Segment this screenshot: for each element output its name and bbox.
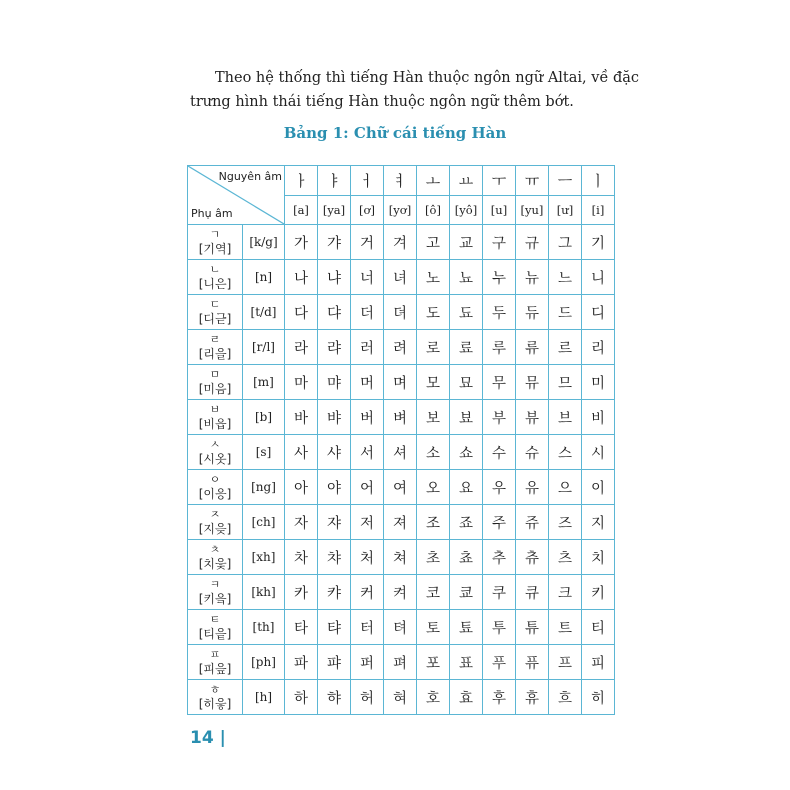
vowel-romanization-cell: [i] — [582, 195, 615, 225]
syllable-cell: 셔 — [384, 435, 417, 470]
syllable-cell: 펴 — [384, 645, 417, 680]
vowel-romanization-cell: [yu] — [516, 195, 549, 225]
syllable-cell: 랴 — [318, 330, 351, 365]
syllable-cell: 탸 — [318, 610, 351, 645]
syllable-cell: 뎌 — [384, 295, 417, 330]
syllable-cell: 교 — [450, 225, 483, 260]
syllable-cell: 모 — [417, 365, 450, 400]
syllable-cell: 두 — [483, 295, 516, 330]
syllable-cell: 루 — [483, 330, 516, 365]
syllable-cell: 벼 — [384, 400, 417, 435]
vowel-romanization-cell: [a] — [285, 195, 318, 225]
syllable-cell: 포 — [417, 645, 450, 680]
vowel-jamo-cell: ㅣ — [582, 166, 615, 196]
syllable-cell: 표 — [450, 645, 483, 680]
consonant-name-cell — [188, 260, 243, 295]
syllable-cell: 아 — [285, 470, 318, 505]
vowel-jamo-cell: ㅗ — [417, 166, 450, 196]
consonant-name-cell — [188, 400, 243, 435]
syllable-cell: 니 — [582, 260, 615, 295]
syllable-cell: 쇼 — [450, 435, 483, 470]
consonant-jamo: ㄹ — [209, 333, 221, 346]
syllable-cell: 려 — [384, 330, 417, 365]
syllable-cell: 비 — [582, 400, 615, 435]
syllable-cell: 오 — [417, 470, 450, 505]
vowel-romanization-cell: [ya] — [318, 195, 351, 225]
consonant-name: [디귿] — [198, 312, 232, 326]
syllable-cell: 보 — [417, 400, 450, 435]
syllable-cell: 푸 — [483, 645, 516, 680]
syllable-cell: 가 — [285, 225, 318, 260]
consonant-name-cell — [188, 505, 243, 540]
syllable-cell: 터 — [351, 610, 384, 645]
syllable-cell: 저 — [351, 505, 384, 540]
syllable-cell: 댜 — [318, 295, 351, 330]
syllable-cell: 됴 — [450, 295, 483, 330]
consonant-name-cell — [188, 295, 243, 330]
syllable-cell: 미 — [582, 365, 615, 400]
syllable-cell: 디 — [582, 295, 615, 330]
syllable-cell: 샤 — [318, 435, 351, 470]
syllable-cell: 수 — [483, 435, 516, 470]
consonant-name: [지읒] — [198, 522, 232, 536]
syllable-cell: 우 — [483, 470, 516, 505]
consonant-jamo: ㅅ — [209, 438, 221, 451]
syllable-cell: 이 — [582, 470, 615, 505]
syllable-cell: 리 — [582, 330, 615, 365]
consonant-jamo: ㅍ — [209, 648, 221, 661]
vowel-jamo-cell: ㅏ — [285, 166, 318, 196]
syllable-cell: 뮤 — [516, 365, 549, 400]
syllable-cell: 듀 — [516, 295, 549, 330]
consonant-row — [188, 225, 615, 260]
syllable-cell: 노 — [417, 260, 450, 295]
syllable-cell: 갸 — [318, 225, 351, 260]
syllable-cell: 냐 — [318, 260, 351, 295]
syllable-cell: 뵤 — [450, 400, 483, 435]
syllable-cell: 슈 — [516, 435, 549, 470]
consonant-jamo: ㄴ — [209, 263, 221, 276]
syllable-cell: 티 — [582, 610, 615, 645]
table-caption: Bảng 1: Chữ cái tiếng Hàn — [283, 124, 507, 142]
consonant-jamo: ㅈ — [209, 508, 221, 521]
consonant-romanization-cell: [b] — [243, 400, 285, 435]
vowel-romanization-cell: [yơ] — [384, 195, 417, 225]
consonant-row — [188, 540, 615, 575]
syllable-cell: 규 — [516, 225, 549, 260]
syllable-cell: 코 — [417, 575, 450, 610]
consonant-name: [미음] — [198, 382, 232, 396]
vowel-romanization-cell: [ư] — [549, 195, 582, 225]
consonant-romanization-cell: [h] — [243, 680, 285, 715]
syllable-cell: 피 — [582, 645, 615, 680]
syllable-cell: 소 — [417, 435, 450, 470]
syllable-cell: 누 — [483, 260, 516, 295]
vowel-jamo-cell: ㅜ — [483, 166, 516, 196]
syllable-cell: 머 — [351, 365, 384, 400]
syllable-cell: 바 — [285, 400, 318, 435]
syllable-cell: 쥬 — [516, 505, 549, 540]
consonant-row — [188, 505, 615, 540]
syllable-cell: 나 — [285, 260, 318, 295]
syllable-cell: 부 — [483, 400, 516, 435]
syllable-cell: 녀 — [384, 260, 417, 295]
syllable-cell: 겨 — [384, 225, 417, 260]
consonant-romanization-cell: [s] — [243, 435, 285, 470]
consonant-name: [비읍] — [198, 417, 232, 431]
syllable-cell: 키 — [582, 575, 615, 610]
syllable-cell: 도 — [417, 295, 450, 330]
consonant-name: [시옷] — [198, 452, 232, 466]
syllable-cell: 커 — [351, 575, 384, 610]
consonant-row — [188, 645, 615, 680]
consonant-jamo: ㅎ — [209, 683, 221, 696]
syllable-cell: 차 — [285, 540, 318, 575]
syllable-cell: 하 — [285, 680, 318, 715]
syllable-cell: 므 — [549, 365, 582, 400]
consonant-name: [히읗] — [198, 697, 232, 711]
consonant-name: [기역] — [198, 242, 232, 256]
syllable-cell: 쿄 — [450, 575, 483, 610]
syllable-cell: 스 — [549, 435, 582, 470]
consonant-row — [188, 400, 615, 435]
syllable-cell: 거 — [351, 225, 384, 260]
consonant-name-cell — [188, 610, 243, 645]
syllable-cell: 퍄 — [318, 645, 351, 680]
syllable-cell: 호 — [417, 680, 450, 715]
syllable-cell: 타 — [285, 610, 318, 645]
consonant-row — [188, 295, 615, 330]
syllable-cell: 추 — [483, 540, 516, 575]
syllable-cell: 츠 — [549, 540, 582, 575]
syllable-cell: 효 — [450, 680, 483, 715]
vowel-jamo-cell: ㅓ — [351, 166, 384, 196]
syllable-cell: 주 — [483, 505, 516, 540]
consonant-name: [치읓] — [198, 557, 232, 571]
syllable-cell: 더 — [351, 295, 384, 330]
syllable-cell: 툐 — [450, 610, 483, 645]
consonant-romanization-cell: [r/l] — [243, 330, 285, 365]
consonant-row — [188, 260, 615, 295]
vowel-romanization-cell: [ô] — [417, 195, 450, 225]
consonant-name: [이응] — [198, 487, 232, 501]
consonant-name-cell — [188, 470, 243, 505]
vowel-romanization-cell: [yô] — [450, 195, 483, 225]
syllable-cell: 르 — [549, 330, 582, 365]
consonant-romanization-cell: [ch] — [243, 505, 285, 540]
header-corner — [188, 166, 285, 225]
syllable-cell: 즈 — [549, 505, 582, 540]
syllable-cell: 햐 — [318, 680, 351, 715]
syllable-cell: 휴 — [516, 680, 549, 715]
consonant-jamo: ㅁ — [209, 368, 221, 381]
consonant-axis-label: Phụ âm — [191, 207, 233, 220]
syllable-cell: 브 — [549, 400, 582, 435]
vowel-romanization-cell: [u] — [483, 195, 516, 225]
consonant-name: [피읖] — [198, 662, 232, 676]
syllable-cell: 료 — [450, 330, 483, 365]
syllable-cell: 크 — [549, 575, 582, 610]
consonant-romanization-cell: [kh] — [243, 575, 285, 610]
syllable-cell: 텨 — [384, 610, 417, 645]
consonant-row — [188, 330, 615, 365]
syllable-cell: 러 — [351, 330, 384, 365]
syllable-cell: 자 — [285, 505, 318, 540]
consonant-row — [188, 680, 615, 715]
syllable-cell: 서 — [351, 435, 384, 470]
vowel-jamo-cell: ㅛ — [450, 166, 483, 196]
vowel-jamo-cell: ㅡ — [549, 166, 582, 196]
consonant-jamo: ㅂ — [209, 403, 221, 416]
consonant-romanization-cell: [n] — [243, 260, 285, 295]
syllable-cell: 사 — [285, 435, 318, 470]
syllable-cell: 여 — [384, 470, 417, 505]
syllable-cell: 허 — [351, 680, 384, 715]
vowel-jamo-row — [188, 166, 615, 196]
syllable-cell: 뇨 — [450, 260, 483, 295]
syllable-cell: 뉴 — [516, 260, 549, 295]
syllable-cell: 파 — [285, 645, 318, 680]
consonant-row — [188, 575, 615, 610]
vowel-jamo-cell: ㅑ — [318, 166, 351, 196]
syllable-cell: 퓨 — [516, 645, 549, 680]
syllable-cell: 야 — [318, 470, 351, 505]
syllable-cell: 지 — [582, 505, 615, 540]
syllable-cell: 켜 — [384, 575, 417, 610]
consonant-name: [키읔] — [198, 592, 232, 606]
syllable-cell: 져 — [384, 505, 417, 540]
syllable-cell: 투 — [483, 610, 516, 645]
syllable-cell: 유 — [516, 470, 549, 505]
consonant-name-cell — [188, 540, 243, 575]
syllable-cell: 튜 — [516, 610, 549, 645]
syllable-cell: 류 — [516, 330, 549, 365]
consonant-name-cell — [188, 330, 243, 365]
consonant-name-cell — [188, 645, 243, 680]
consonant-jamo: ㅇ — [209, 473, 221, 486]
syllable-cell: 너 — [351, 260, 384, 295]
consonant-name-cell — [188, 365, 243, 400]
syllable-cell: 뷰 — [516, 400, 549, 435]
consonant-row — [188, 470, 615, 505]
consonant-name: [리을] — [198, 347, 232, 361]
consonant-jamo: ㅋ — [209, 578, 221, 591]
consonant-name-cell — [188, 225, 243, 260]
consonant-romanization-cell: [ng] — [243, 470, 285, 505]
consonant-jamo: ㅌ — [209, 613, 221, 626]
consonant-row — [188, 435, 615, 470]
syllable-cell: 고 — [417, 225, 450, 260]
syllable-cell: 기 — [582, 225, 615, 260]
syllable-cell: 조 — [417, 505, 450, 540]
consonant-name: [니은] — [198, 277, 232, 291]
syllable-cell: 요 — [450, 470, 483, 505]
syllable-cell: 카 — [285, 575, 318, 610]
syllable-cell: 캬 — [318, 575, 351, 610]
consonant-romanization-cell: [xh] — [243, 540, 285, 575]
vowel-jamo-cell: ㅠ — [516, 166, 549, 196]
syllable-cell: 죠 — [450, 505, 483, 540]
intro-paragraph: Theo hệ thống thì tiếng Hàn thuộc ngôn ngữ Altai, về đặc trưng hình thái tiếng Hàn thuộc ngôn ngữ thêm bớt. — [190, 70, 640, 110]
page-number: 14 | — [190, 728, 226, 748]
consonant-romanization-cell: [k/g] — [243, 225, 285, 260]
consonant-romanization-cell: [ph] — [243, 645, 285, 680]
syllable-cell: 버 — [351, 400, 384, 435]
consonant-jamo: ㄱ — [209, 228, 221, 241]
syllable-cell: 챠 — [318, 540, 351, 575]
syllable-cell: 구 — [483, 225, 516, 260]
consonant-romanization-cell: [m] — [243, 365, 285, 400]
vowel-jamo-cell: ㅕ — [384, 166, 417, 196]
consonant-name-cell — [188, 575, 243, 610]
syllable-cell: 토 — [417, 610, 450, 645]
syllable-cell: 쵸 — [450, 540, 483, 575]
syllable-cell: 트 — [549, 610, 582, 645]
consonant-jamo: ㅊ — [209, 543, 221, 556]
syllable-cell: 그 — [549, 225, 582, 260]
consonant-name: [티읕] — [198, 627, 232, 641]
vowel-romanization-cell: [ơ] — [351, 195, 384, 225]
consonant-name-cell — [188, 435, 243, 470]
syllable-cell: 쳐 — [384, 540, 417, 575]
syllable-cell: 치 — [582, 540, 615, 575]
hangul-table — [187, 165, 615, 715]
syllable-cell: 느 — [549, 260, 582, 295]
syllable-cell: 프 — [549, 645, 582, 680]
syllable-cell: 드 — [549, 295, 582, 330]
syllable-cell: 로 — [417, 330, 450, 365]
syllable-cell: 츄 — [516, 540, 549, 575]
syllable-cell: 무 — [483, 365, 516, 400]
syllable-cell: 라 — [285, 330, 318, 365]
syllable-cell: 마 — [285, 365, 318, 400]
syllable-cell: 묘 — [450, 365, 483, 400]
vowel-axis-label: Nguyên âm — [218, 170, 282, 183]
consonant-jamo: ㄷ — [209, 298, 221, 311]
syllable-cell: 며 — [384, 365, 417, 400]
syllable-cell: 혀 — [384, 680, 417, 715]
syllable-cell: 퍼 — [351, 645, 384, 680]
table-body — [188, 225, 615, 715]
consonant-name-cell — [188, 680, 243, 715]
syllable-cell: 흐 — [549, 680, 582, 715]
consonant-row — [188, 365, 615, 400]
consonant-romanization-cell: [t/d] — [243, 295, 285, 330]
consonant-romanization-cell: [th] — [243, 610, 285, 645]
syllable-cell: 먀 — [318, 365, 351, 400]
syllable-cell: 처 — [351, 540, 384, 575]
syllable-cell: 히 — [582, 680, 615, 715]
syllable-cell: 시 — [582, 435, 615, 470]
syllable-cell: 큐 — [516, 575, 549, 610]
syllable-cell: 초 — [417, 540, 450, 575]
syllable-cell: 어 — [351, 470, 384, 505]
consonant-row — [188, 610, 615, 645]
syllable-cell: 후 — [483, 680, 516, 715]
syllable-cell: 다 — [285, 295, 318, 330]
syllable-cell: 쿠 — [483, 575, 516, 610]
syllable-cell: 뱌 — [318, 400, 351, 435]
syllable-cell: 쟈 — [318, 505, 351, 540]
syllable-cell: 으 — [549, 470, 582, 505]
